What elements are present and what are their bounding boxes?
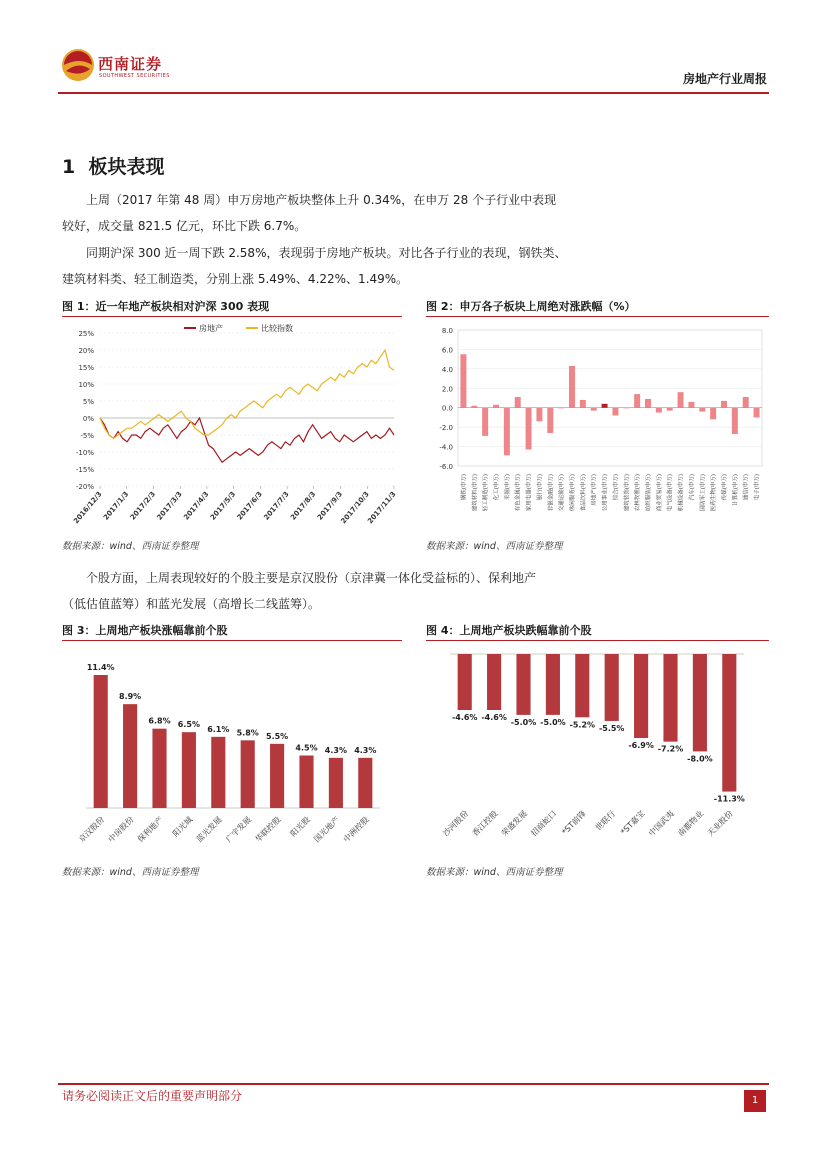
data-label: -5.2% (569, 720, 596, 730)
x-tick-label: 蓝光发展 (194, 815, 224, 845)
x-tick-label: 有色金属(申万) (515, 474, 522, 512)
figure-3-rule (62, 640, 402, 641)
x-tick-label: 化工(申万) (494, 474, 500, 501)
x-tick-label: 家用电器(申万) (526, 474, 533, 512)
x-tick-label: 纺织服装(申万) (646, 474, 652, 512)
bar (591, 408, 597, 411)
data-label: -6.9% (628, 741, 654, 750)
bar (743, 397, 749, 408)
bar (536, 408, 542, 422)
bar (722, 654, 736, 792)
bar (358, 758, 372, 808)
x-tick-label: 房地产(申万) (591, 474, 598, 506)
bar (558, 408, 564, 409)
bar (575, 654, 589, 717)
y-tick-label: 4.0 (441, 365, 453, 374)
y-tick-label: 2.0 (441, 385, 453, 394)
footer-divider (58, 1083, 769, 1085)
x-tick-label: 传媒(申万) (722, 474, 728, 501)
bar (504, 408, 510, 456)
x-tick-label: 休闲服务(申万) (570, 474, 576, 512)
x-tick-label: 2016/12/3 (72, 490, 104, 526)
x-tick-label: 通信(申万) (743, 474, 750, 501)
bar (487, 654, 501, 710)
text-line: 个股方面，上周表现较好的个股主要是京汉股份（京津冀一体化受益标的）、保利地产 (86, 571, 537, 585)
bar (516, 654, 530, 715)
figure-3-title: 图 3：上周地产板块涨幅靠前个股 (62, 624, 228, 637)
y-tick-label: -20% (75, 483, 94, 491)
x-tick-label: 钢铁(申万) (461, 474, 468, 501)
bar (270, 744, 284, 808)
x-tick-label: 食品饮料(申万) (580, 474, 587, 512)
data-label: 11.4% (86, 663, 115, 672)
figure-4-title: 图 4：上周地产板块跌幅靠前个股 (426, 624, 592, 637)
x-tick-label: 机械设备(申万) (678, 474, 685, 512)
bar (515, 397, 521, 408)
bar (623, 408, 629, 409)
figure-2-rule (426, 316, 769, 317)
figure-1-source: 数据来源：wind、西南证券整理 (62, 541, 199, 552)
y-tick-label: -10% (75, 449, 94, 457)
bar (94, 675, 108, 808)
y-tick-label: 20% (78, 347, 94, 355)
bar (663, 654, 677, 742)
x-tick-label: 非银金融(申万) (548, 474, 555, 512)
x-tick-label: 招商蛇口 (529, 809, 559, 839)
bar (471, 406, 477, 408)
bar (580, 400, 586, 408)
bar (123, 704, 137, 808)
x-tick-label: 农林牧渔(申万) (635, 474, 642, 512)
y-tick-label: -4.0 (439, 443, 453, 452)
x-tick-label: 轻工制造(申万) (483, 474, 490, 512)
figure-2-source: 数据来源：wind、西南证券整理 (426, 541, 563, 552)
x-tick-label: 交通运输(申万) (559, 474, 566, 512)
text-line: 同期沪深 300 近一周下跌 2.58%，表现弱于房地产板块。对比各子行业的表现，钢铁类、 (86, 246, 567, 260)
y-tick-label: -5% (80, 432, 94, 440)
y-tick-label: 6.0 (441, 346, 453, 355)
company-logo (60, 47, 96, 87)
y-tick-label: 25% (78, 330, 94, 338)
y-tick-label: 8.0 (441, 327, 453, 335)
figure-4-source: 数据来源：wind、西南证券整理 (426, 867, 563, 878)
bar (329, 758, 343, 808)
x-tick-label: 电气设备(申万) (667, 474, 674, 512)
bar (634, 654, 648, 738)
x-tick-label: 银行(申万) (537, 474, 544, 501)
bar (754, 408, 760, 418)
bar (493, 405, 499, 408)
x-tick-label: 建筑材料(申万) (472, 474, 479, 512)
x-tick-label: 中房股份 (106, 815, 136, 845)
bar (602, 404, 608, 408)
page-number: 1 (744, 1090, 766, 1112)
x-tick-label: 京汉股份 (77, 815, 107, 845)
y-tick-label: -15% (75, 466, 94, 474)
x-tick-label: 汽车(申万) (689, 474, 696, 501)
data-label: -11.3% (713, 794, 745, 804)
data-label: -5.0% (540, 717, 566, 727)
bar (152, 729, 166, 808)
bar (605, 654, 619, 721)
bar (634, 394, 640, 408)
x-tick-label: 2017/3/3 (155, 490, 184, 522)
data-label: 5.8% (236, 728, 259, 738)
x-tick-label: *ST前锋 (560, 809, 588, 837)
x-tick-label: 2017/2/3 (128, 490, 157, 522)
x-tick-label: 保利地产 (135, 815, 165, 845)
legend-label: 房地产 (199, 324, 223, 333)
x-tick-label: 电子(申万) (754, 474, 761, 501)
data-label: 6.8% (148, 716, 171, 726)
data-label: 4.5% (295, 743, 318, 753)
x-tick-label: 广宇发展 (224, 815, 254, 845)
x-tick-label: 2017/5/3 (208, 490, 238, 522)
bar (656, 408, 662, 413)
x-tick-label: *ST嘉宝 (618, 809, 647, 837)
figure-1-line-chart (62, 318, 402, 530)
logo-english: SOUTHWEST SECURITIES (99, 73, 170, 79)
x-tick-label: 2017/11/3 (366, 490, 398, 526)
series-line-benchmark (100, 350, 394, 438)
data-label: 4.3% (354, 745, 377, 755)
y-tick-label: -6.0 (439, 463, 453, 471)
bar (482, 408, 488, 436)
x-tick-label: 世联行 (593, 809, 618, 833)
figure-4-rule (426, 640, 769, 641)
body-paragraph-3 (62, 565, 762, 617)
x-tick-label: 国光地产 (312, 815, 342, 845)
section-title: 板块表现 (88, 156, 165, 178)
data-label: -8.0% (687, 754, 713, 764)
x-tick-label: 商业贸易(申万) (656, 474, 663, 512)
bar (645, 399, 651, 408)
x-tick-label: 2017/10/3 (339, 490, 371, 526)
figure-4-bar-chart (426, 642, 769, 857)
x-tick-label: 采掘(申万) (504, 474, 511, 501)
y-tick-label: 10% (78, 381, 94, 389)
x-tick-label: 南都物业 (676, 809, 706, 839)
x-tick-label: 建筑装饰(申万) (624, 474, 631, 512)
bar (458, 654, 472, 710)
text-line: 建筑材料类、轻工制造类，分别上涨 5.49%、4.22%、1.49%。 (62, 272, 409, 286)
figure-1-title: 图 1：近一年地产板块相对沪深 300 表现 (62, 300, 270, 313)
x-tick-label: 2017/4/3 (182, 490, 211, 522)
data-label: -7.2% (657, 744, 684, 754)
disclaimer-note: 请务必阅读正文后的重要声明部分 (62, 1089, 243, 1103)
data-label: -5.5% (598, 723, 625, 733)
x-tick-label: 2017/6/3 (235, 490, 264, 522)
bar (546, 654, 560, 715)
bar (460, 354, 466, 407)
x-tick-label: 沙河股份 (441, 809, 471, 839)
data-label: 8.9% (119, 692, 142, 702)
body-paragraph-2 (62, 240, 762, 292)
section-heading (62, 152, 164, 179)
bar (693, 654, 707, 751)
y-tick-label: 0.0 (441, 404, 453, 413)
x-tick-label: 阳光城 (170, 815, 195, 839)
x-tick-label: 计算机(申万) (732, 474, 739, 506)
x-tick-label: 2017/7/3 (262, 490, 291, 522)
bar (699, 408, 705, 412)
figure-3-source: 数据来源：wind、西南证券整理 (62, 867, 199, 878)
data-label: 4.3% (324, 745, 347, 755)
bar (182, 732, 196, 808)
report-title: 房地产行业周报 (682, 72, 767, 86)
bar (241, 740, 255, 808)
x-tick-label: 华联控股 (253, 815, 283, 845)
bar (721, 401, 727, 408)
bar (526, 408, 532, 450)
logo-emblem-icon (60, 47, 96, 83)
x-tick-label: 香江控股 (470, 809, 500, 839)
bar (667, 408, 673, 411)
x-tick-label: 国防军工(申万) (700, 474, 707, 512)
y-tick-label: 15% (78, 364, 94, 372)
bar (211, 737, 225, 808)
figure-2-bar-chart (426, 318, 769, 530)
bar (678, 392, 684, 408)
text-line: 上周（2017 年第 48 周）申万房地产板块整体上升 0.34%，在申万 28 个子行业中表现 (86, 193, 557, 207)
text-line: （低估值蓝筹）和蓝光发展（高增长二线蓝筹）。 (62, 597, 321, 611)
x-tick-label: 阳光股 (288, 815, 312, 839)
x-tick-label: 2017/1/3 (102, 490, 131, 522)
x-tick-label: 中洲控股 (341, 815, 371, 845)
data-label: -4.6% (451, 713, 478, 722)
data-label: -5.0% (510, 717, 537, 727)
section-number: 1 (62, 156, 76, 178)
bar (710, 408, 716, 420)
x-tick-label: 2017/8/3 (289, 490, 318, 522)
data-label: 6.5% (177, 720, 200, 730)
y-tick-label: -2.0 (439, 424, 453, 433)
body-paragraph-1 (62, 187, 762, 239)
data-label: -4.6% (481, 713, 507, 722)
text-line: 较好，成交量 821.5 亿元，环比下跌 6.7%。 (62, 219, 307, 233)
bar (299, 756, 313, 809)
header-divider (58, 92, 769, 94)
bar (612, 408, 618, 416)
data-label: 5.5% (266, 731, 289, 741)
figure-1-rule (62, 316, 402, 317)
figure-2-title: 图 2：申万各子板块上周绝对涨跌幅（%） (426, 300, 636, 313)
logo-name: 西南证券 (98, 55, 163, 73)
bar (732, 408, 738, 434)
y-tick-label: 5% (82, 398, 94, 406)
bar (569, 366, 575, 408)
plot-frame (458, 330, 762, 466)
x-tick-label: 综合(申万) (613, 474, 620, 501)
x-tick-label: 中国武夷 (646, 809, 676, 839)
x-tick-label: 2017/9/3 (315, 490, 345, 522)
bar (688, 402, 694, 408)
x-tick-label: 公用事业(申万) (602, 474, 609, 512)
x-tick-label: 天业股份 (705, 809, 735, 839)
y-tick-label: 0% (82, 415, 94, 423)
x-tick-label: 荣盛发展 (499, 809, 529, 839)
bar (547, 408, 553, 433)
x-tick-label: 医药生物(申万) (711, 474, 718, 512)
legend-label: 比较指数 (261, 324, 293, 333)
data-label: 6.1% (207, 724, 230, 734)
figure-3-bar-chart (62, 642, 402, 857)
